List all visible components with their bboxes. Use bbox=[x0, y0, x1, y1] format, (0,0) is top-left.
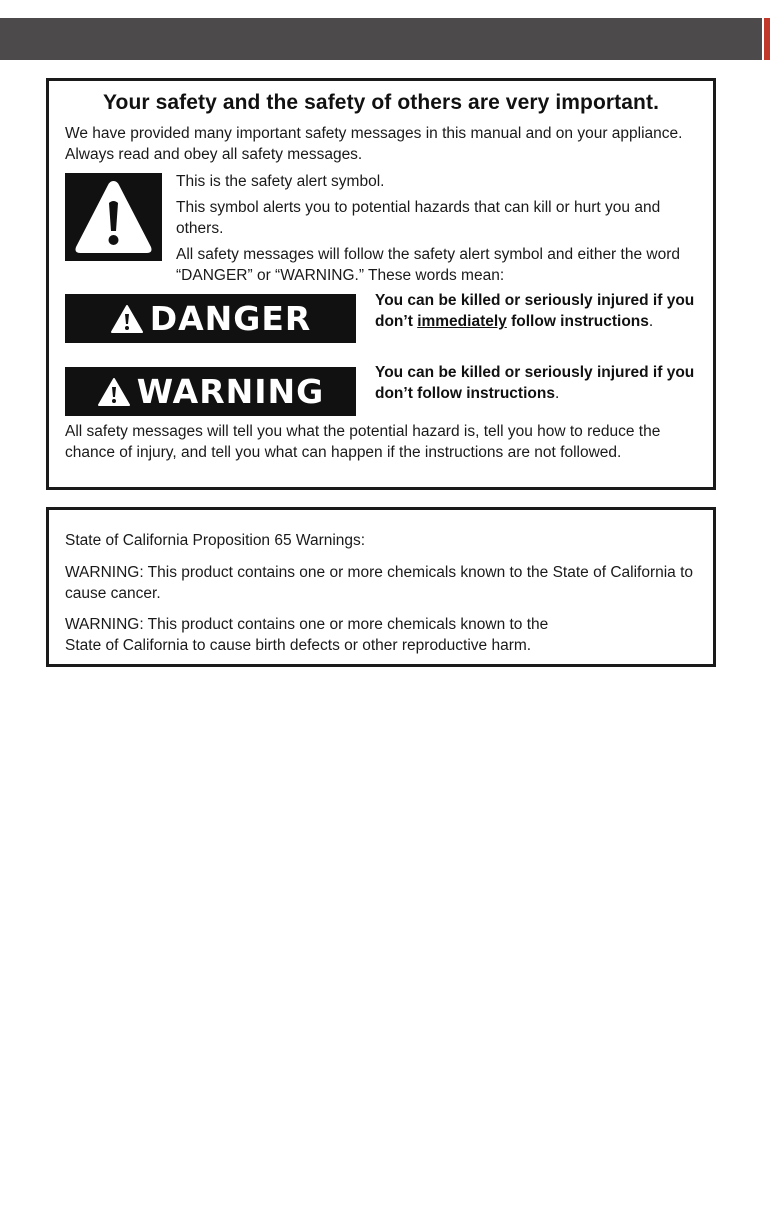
prop65-warning-reproductive-line-1: WARNING: This product contains one or more chemicals known to the bbox=[65, 616, 549, 633]
danger-meaning-pre: You can be killed or seriously injured if you don’t bbox=[375, 292, 695, 330]
warning-alert-icon bbox=[97, 377, 131, 407]
prop65-title: State of California Proposition 65 Warnings: bbox=[65, 532, 366, 549]
prop65-warning-reproductive-line-2: State of California to cause birth defects or other reproductive harm. bbox=[65, 637, 532, 654]
warning-signal-word bbox=[65, 367, 356, 416]
safety-box bbox=[46, 78, 716, 490]
prop65-warning-cancer: WARNING: This product contains one or more chemicals known to the State of California to cause cancer. bbox=[65, 564, 694, 602]
danger-meaning-post: follow instructions bbox=[506, 313, 649, 330]
alert-line-1: This is the safety alert symbol. bbox=[176, 173, 385, 190]
header-accent bbox=[764, 18, 770, 60]
warning-label: WARNING bbox=[136, 372, 325, 411]
danger-meaning-emphasis: immediately bbox=[417, 313, 507, 330]
safety-alert-exclamation-icon bbox=[65, 173, 162, 261]
alert-explanation bbox=[176, 171, 706, 291]
warning-meaning-text: You can be killed or seriously injured if you don’t follow instructions bbox=[375, 364, 695, 402]
danger-alert-icon bbox=[110, 304, 144, 334]
danger-meaning bbox=[375, 290, 705, 332]
prop65-box bbox=[46, 507, 716, 667]
warning-meaning-end: . bbox=[554, 385, 560, 402]
danger-signal-word bbox=[65, 294, 356, 343]
prop65-warning-reproductive bbox=[65, 614, 705, 656]
safety-closing: All safety messages will tell you what the potential hazard is, tell you how to reduce the chance of injury, and tell you what can happen if the instructions are not followed. bbox=[65, 423, 661, 461]
safety-heading: Your safety and the safety of others are very important. bbox=[102, 91, 660, 114]
warning-meaning bbox=[375, 362, 705, 404]
header-bar bbox=[0, 18, 762, 60]
danger-meaning-end: . bbox=[648, 313, 654, 330]
alert-line-3: All safety messages will follow the safety alert symbol and either the word “DANGER” or “WARNING.” These words mean: bbox=[176, 246, 680, 284]
danger-label: DANGER bbox=[149, 299, 312, 338]
safety-intro: We have provided many important safety messages in this manual and on your appliance. Always read and obey all safety messages. bbox=[65, 125, 683, 163]
alert-line-2: This symbol alerts you to potential hazards that can kill or hurt you and others. bbox=[176, 199, 661, 237]
